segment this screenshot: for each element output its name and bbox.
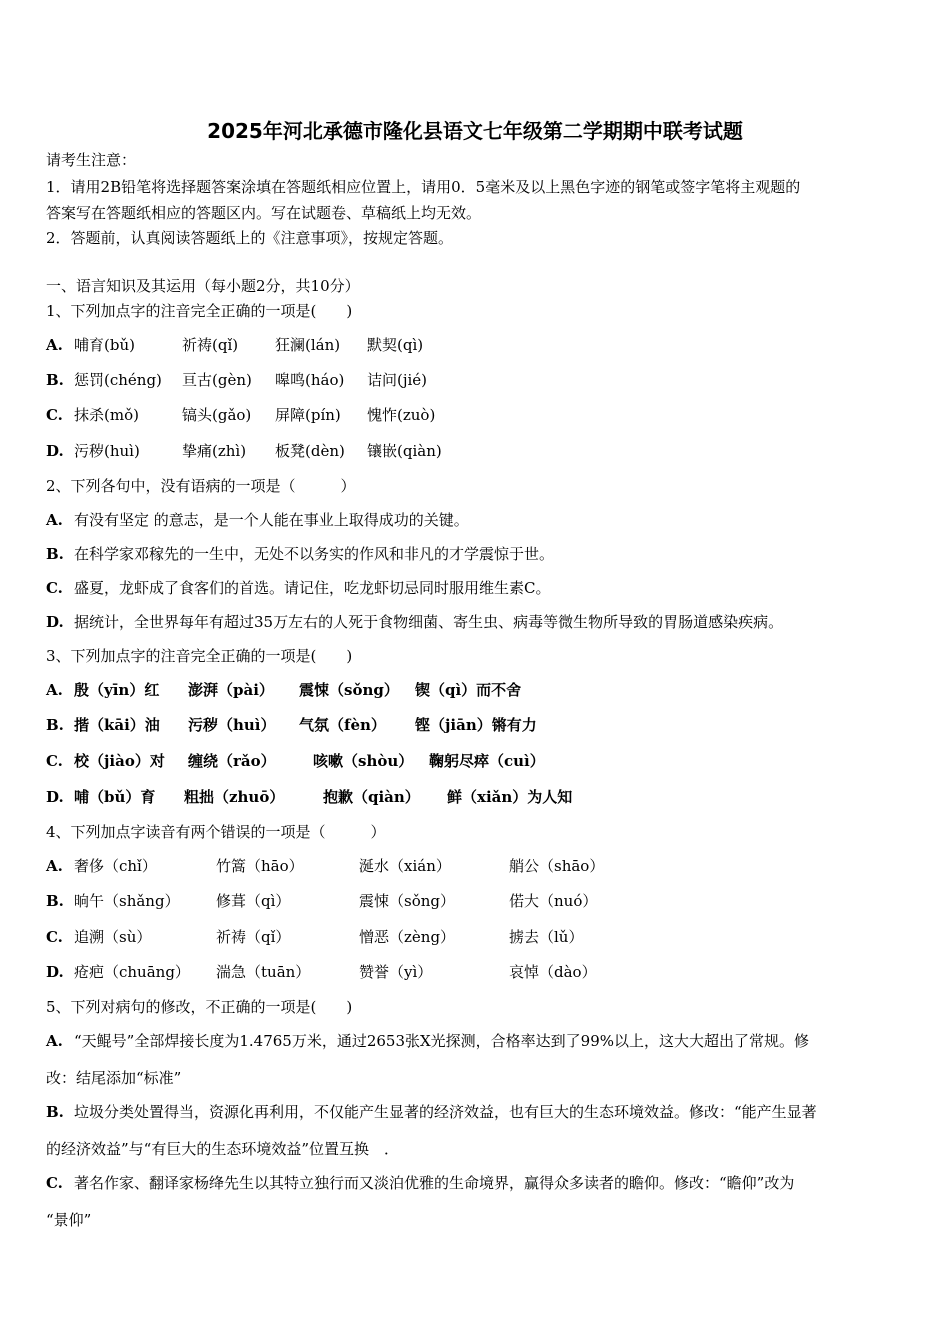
- option-item: 愧怍(zuò): [367, 406, 436, 424]
- q2-option-b[interactable]: [46, 544, 554, 564]
- option-text: 盛夏，龙虾成了食客们的首选。请记住，吃龙虾切忌同时服用维生素C。: [74, 579, 551, 597]
- option-item: 艄公（shāo）: [509, 857, 605, 875]
- option-item: 锲（qì）而不舍: [415, 681, 522, 699]
- option-item: 殷（yīn）红: [74, 681, 160, 699]
- q4-option-d[interactable]: [46, 962, 597, 982]
- option-label: D.: [46, 788, 64, 806]
- option-label: C.: [46, 752, 63, 770]
- option-item: 校（jiào）对: [74, 752, 165, 770]
- option-item: 气氛（fèn）: [299, 716, 386, 734]
- option-label: C.: [46, 579, 63, 597]
- q3-option-a[interactable]: [46, 680, 522, 700]
- option-item: 诘问(jié): [367, 371, 428, 389]
- option-item: 铿（jiān）锵有力: [415, 716, 537, 734]
- option-item: 澎湃（pài）: [188, 681, 274, 699]
- option-item: 狂澜(lán): [275, 336, 341, 354]
- option-item: 惩罚(chéng): [74, 371, 162, 389]
- option-item: 震悚（sǒng）: [359, 892, 455, 910]
- option-item: 镐头(gǎo): [182, 406, 252, 424]
- option-item: 憎恶（zèng）: [359, 928, 456, 946]
- option-item: 祈祷（qǐ）: [216, 928, 291, 946]
- option-label: C.: [46, 1174, 63, 1192]
- option-label: A.: [46, 511, 63, 529]
- option-item: 哺育(bǔ): [74, 336, 135, 354]
- q1-option-d[interactable]: [46, 441, 442, 461]
- option-item: 粗拙（zhuō）: [184, 788, 285, 806]
- option-text: 有没有坚定 的意志，是一个人能在事业上取得成功的关键。: [74, 511, 469, 529]
- option-item: 挚痛(zhì): [182, 442, 247, 460]
- q2-option-c[interactable]: [46, 578, 550, 598]
- option-item: 镶嵌(qiàn): [367, 442, 442, 460]
- notice-line-1a: 1．请用2B铅笔将选择题答案涂填在答题纸相应位置上，请用0．5毫米及以上黑色字迹的钢笔或签字笔将主观题的: [46, 178, 801, 196]
- option-item: 嗥鸣(háo): [275, 371, 345, 389]
- option-item: 追溯（sù）: [74, 928, 152, 946]
- q1-option-b[interactable]: [46, 370, 428, 390]
- option-item: 鲜（xiǎn）为人知: [447, 788, 573, 806]
- option-item: 抹杀(mǒ): [74, 406, 139, 424]
- option-label: B.: [46, 1103, 64, 1121]
- option-item: 偌大（nuó）: [509, 892, 598, 910]
- option-label: B.: [46, 545, 64, 563]
- option-item: 掳去（lǔ）: [509, 928, 584, 946]
- option-item: 赞誉（yì）: [359, 963, 433, 981]
- option-text: 著名作家、翻译家杨绛先生以其特立独行而又淡泊优雅的生命境界，赢得众多读者的瞻仰。修改：“瞻仰”改为: [74, 1174, 795, 1192]
- option-item: 揩（kāi）油: [74, 716, 160, 734]
- option-item: 疮疤（chuāng）: [74, 963, 190, 981]
- notice-line-2: 2．答题前，认真阅读答题纸上的《注意事项》，按规定答题。: [46, 229, 454, 247]
- option-text: 的经济效益”与“有巨大的生态环境效益”位置互换 ．: [46, 1140, 400, 1158]
- option-text: “天鲲号”全部焊接长度为1.4765万米，通过2653张X光探测，合格率达到了99%以上，这大大超出了常规。修: [74, 1032, 810, 1050]
- q2-stem: 2、下列各句中，没有语病的一项是（ ）: [46, 477, 356, 495]
- q4-option-a[interactable]: [46, 856, 605, 876]
- option-text: 垃圾分类处置得当，资源化再利用，不仅能产生显著的经济效益，也有巨大的生态环境效益。修改：“能产生显著: [74, 1103, 817, 1121]
- option-item: 默契(qì): [367, 336, 424, 354]
- option-item: 哺（bǔ）育: [74, 788, 156, 806]
- option-item: 污秽(huì): [74, 442, 140, 460]
- q3-stem: 3、下列加点字的注音完全正确的一项是( ): [46, 647, 353, 665]
- q5-stem: 5、下列对病句的修改，不正确的一项是( ): [46, 998, 353, 1016]
- option-label: A.: [46, 857, 63, 875]
- option-label: D.: [46, 963, 64, 981]
- option-label: A.: [46, 336, 63, 354]
- option-text: 在科学家邓稼先的一生中，无处不以务实的作风和非凡的才学震惊于世。: [74, 545, 555, 563]
- q3-option-c[interactable]: [46, 751, 545, 771]
- page-title: 2025年河北承德市隆化县语文七年级第二学期期中联考试题: [207, 119, 743, 143]
- q4-option-c[interactable]: [46, 927, 584, 947]
- option-label: C.: [46, 406, 63, 424]
- q3-option-d[interactable]: [46, 787, 573, 807]
- option-item: 鞠躬尽瘁（cuì）: [429, 752, 545, 770]
- q3-option-b[interactable]: [46, 715, 537, 735]
- option-item: 震悚（sǒng）: [299, 681, 399, 699]
- option-text: 据统计，全世界每年有超过35万左右的人死于食物细菌、寄生虫、病毒等微生物所导致的胃肠道感染疾病。: [74, 613, 784, 631]
- notice-heading: 请考生注意：: [46, 151, 137, 169]
- option-item: 缠绕（rǎo）: [188, 752, 276, 770]
- option-item: 竹篙（hāo）: [216, 857, 304, 875]
- option-item: 涎水（xián）: [359, 857, 451, 875]
- q4-option-b[interactable]: [46, 891, 598, 911]
- option-label: B.: [46, 371, 64, 389]
- option-item: 屏障(pín): [275, 406, 341, 424]
- option-item: 咳嗽（shòu）: [313, 752, 414, 770]
- option-text: “景仰”: [46, 1211, 92, 1229]
- option-item: 板凳(dèn): [275, 442, 345, 460]
- option-label: C.: [46, 928, 63, 946]
- option-item: 哀悼（dào）: [509, 963, 597, 981]
- option-label: A.: [46, 681, 63, 699]
- q1-option-c[interactable]: [46, 405, 436, 425]
- option-item: 污秽（huì）: [188, 716, 276, 734]
- option-item: 晌午（shǎng）: [74, 892, 180, 910]
- section-heading: 一、语言知识及其运用（每小题2分，共10分）: [46, 277, 360, 295]
- option-text: 改：结尾添加“标准”: [46, 1069, 182, 1087]
- q2-option-a[interactable]: [46, 510, 469, 530]
- q4-stem: 4、下列加点字读音有两个错误的一项是（ ）: [46, 823, 386, 841]
- option-label: B.: [46, 892, 64, 910]
- notice-line-1b: 答案写在答题纸相应的答题区内。写在试题卷、草稿纸上均无效。: [46, 204, 482, 222]
- q1-option-a[interactable]: [46, 335, 424, 355]
- option-item: 亘古(gèn): [182, 371, 252, 389]
- option-item: 奢侈（chǐ）: [74, 857, 157, 875]
- option-item: 抱歉（qiàn）: [323, 788, 420, 806]
- option-label: B.: [46, 716, 64, 734]
- option-item: 修葺（qì）: [216, 892, 291, 910]
- option-label: D.: [46, 442, 64, 460]
- option-label: A.: [46, 1032, 63, 1050]
- option-item: 祈祷(qǐ): [182, 336, 239, 354]
- q2-option-d[interactable]: [46, 612, 783, 632]
- option-item: 湍急（tuān）: [216, 963, 311, 981]
- option-label: D.: [46, 613, 64, 631]
- q1-stem: 1、下列加点字的注音完全正确的一项是( ): [46, 302, 353, 320]
